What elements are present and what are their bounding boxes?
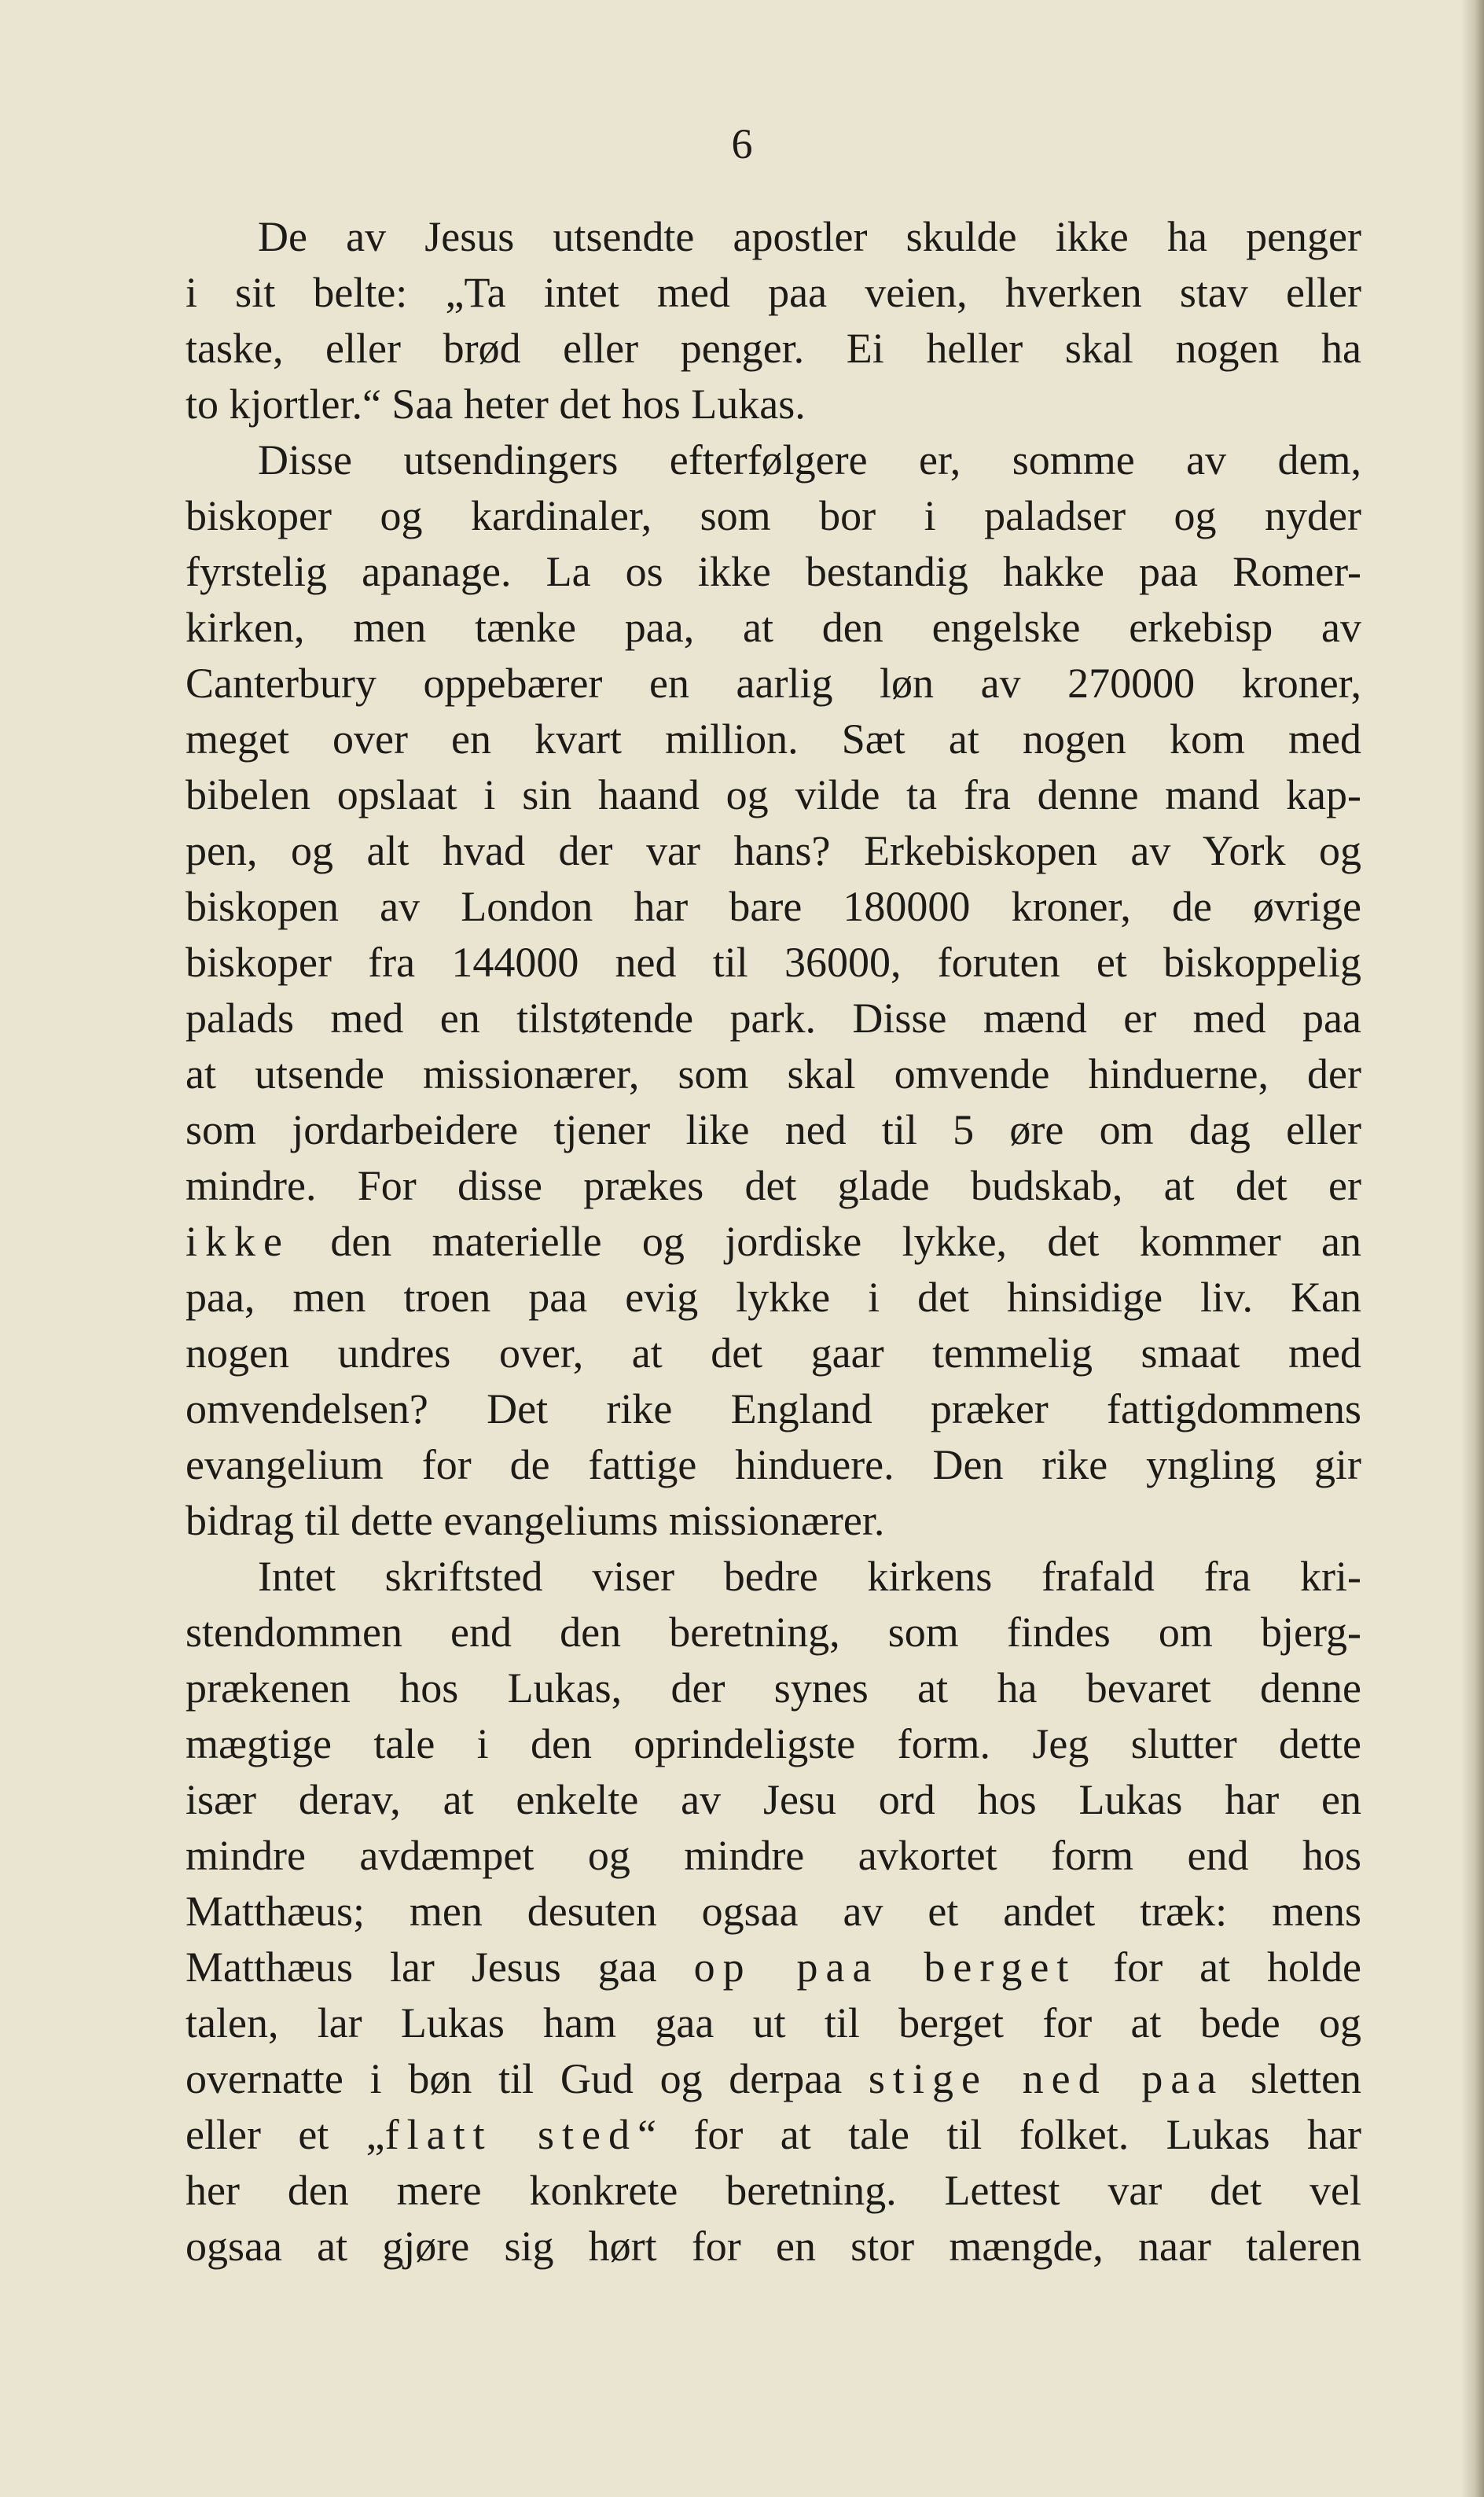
text-line: evangelium for de fattige hinduere. Den rike yngling gir [186, 1441, 1361, 1488]
text-line: biskoper fra 144000 ned til 36000, foruten et biskoppelig [186, 939, 1361, 986]
text-run: eller et „ [186, 2111, 385, 2158]
text-line: Disse utsendingers efterfølgere er, somme av dem, [258, 436, 1361, 484]
spaced-emphasis: ikke [186, 1218, 290, 1265]
text-line [186, 1214, 1361, 1270]
text-line: to kjortler.“ Saa heter det hos Lukas. [186, 381, 806, 428]
spaced-emphasis: op paa berget [693, 1944, 1077, 1991]
text-line: talen, lar Lukas ham gaa ut til berget for at bede og [186, 1999, 1361, 2047]
text-run: Matthæus lar Jesus gaa [186, 1944, 694, 1991]
text-run: den materielle og jordiske lykke, det kommer an [289, 1218, 1361, 1265]
text-line: her den mere konkrete beretning. Lettest var det vel [186, 2167, 1361, 2214]
text-line: mindre. For disse prækes det glade budskab, at det er [186, 1162, 1361, 1209]
text-line: meget over en kvart million. Sæt at nogen kom med [186, 715, 1361, 763]
text-line: Matthæus; men desuten ogsaa av et andet træk: mens [186, 1888, 1361, 1935]
text-line: fyrstelig apanage. La os ikke bestandig hakke paa Romer- [186, 548, 1361, 595]
text-run: sletten [1224, 2055, 1361, 2102]
text-line: paa, men troen paa evig lykke i det hinsidige liv. Kan [186, 1274, 1361, 1321]
text-line: taske, eller brød eller penger. Ei heller skal nogen ha [186, 325, 1361, 372]
text-run: for at holde [1076, 1944, 1362, 1991]
page-number: 6 [731, 120, 753, 167]
text-line [186, 2107, 1361, 2163]
text-line: stendommen end den beretning, som findes om bjerg- [186, 1609, 1361, 1656]
page-edge-shadow [1460, 0, 1484, 2497]
text-run: overnatte i bøn til Gud og derpaa [186, 2055, 869, 2102]
text-line: mindre avdæmpet og mindre avkortet form end hos [186, 1832, 1361, 1879]
text-line: som jordarbeidere tjener like ned til 5 øre om dag eller [186, 1106, 1361, 1153]
text-line: biskoper og kardinaler, som bor i paladser og nyder [186, 492, 1361, 539]
text-run: “ for at tale til folket. Lukas har [637, 2111, 1361, 2158]
text-line: nogen undres over, at det gaar temmelig smaat med [186, 1329, 1361, 1377]
text-line: især derav, at enkelte av Jesu ord hos Lukas har en [186, 1776, 1361, 1823]
text-line: bibelen opslaat i sin haand og vilde ta fra denne mand kap- [186, 771, 1361, 818]
spaced-emphasis: flatt sted [384, 2111, 637, 2158]
text-line: kirken, men tænke paa, at den engelske erkebisp av [186, 604, 1361, 651]
text-line [186, 2051, 1361, 2107]
text-line: pen, og alt hvad der var hans? Erkebiskopen av York og [186, 827, 1361, 874]
text-line: De av Jesus utsendte apostler skulde ikke ha penger [258, 213, 1361, 260]
text-line: biskopen av London har bare 180000 kroner, de øvrige [186, 883, 1361, 930]
body-text [186, 209, 1361, 2275]
text-line: bidrag til dette evangeliums missionærer. [186, 1497, 885, 1544]
text-line: i sit belte: „Ta intet med paa veien, hverken stav eller [186, 269, 1361, 316]
text-line: palads med en tilstøtende park. Disse mænd er med paa [186, 995, 1361, 1042]
text-line: at utsende missionærer, som skal omvende hinduerne, der [186, 1050, 1361, 1098]
text-line: Canterbury oppebærer en aarlig løn av 270000 kroner, [186, 660, 1361, 707]
spaced-emphasis: stige ned paa [868, 2055, 1225, 2102]
text-line: mægtige tale i den oprindeligste form. Jeg slutter dette [186, 1720, 1361, 1767]
text-line: prækenen hos Lukas, der synes at ha bevaret denne [186, 1664, 1361, 1712]
text-line: ogsaa at gjøre sig hørt for en stor mængde, naar taleren [186, 2223, 1361, 2270]
text-line: omvendelsen? Det rike England præker fattigdommens [186, 1385, 1361, 1432]
text-line [186, 1940, 1361, 1995]
text-line: Intet skriftsted viser bedre kirkens frafald fra kri- [258, 1553, 1361, 1600]
